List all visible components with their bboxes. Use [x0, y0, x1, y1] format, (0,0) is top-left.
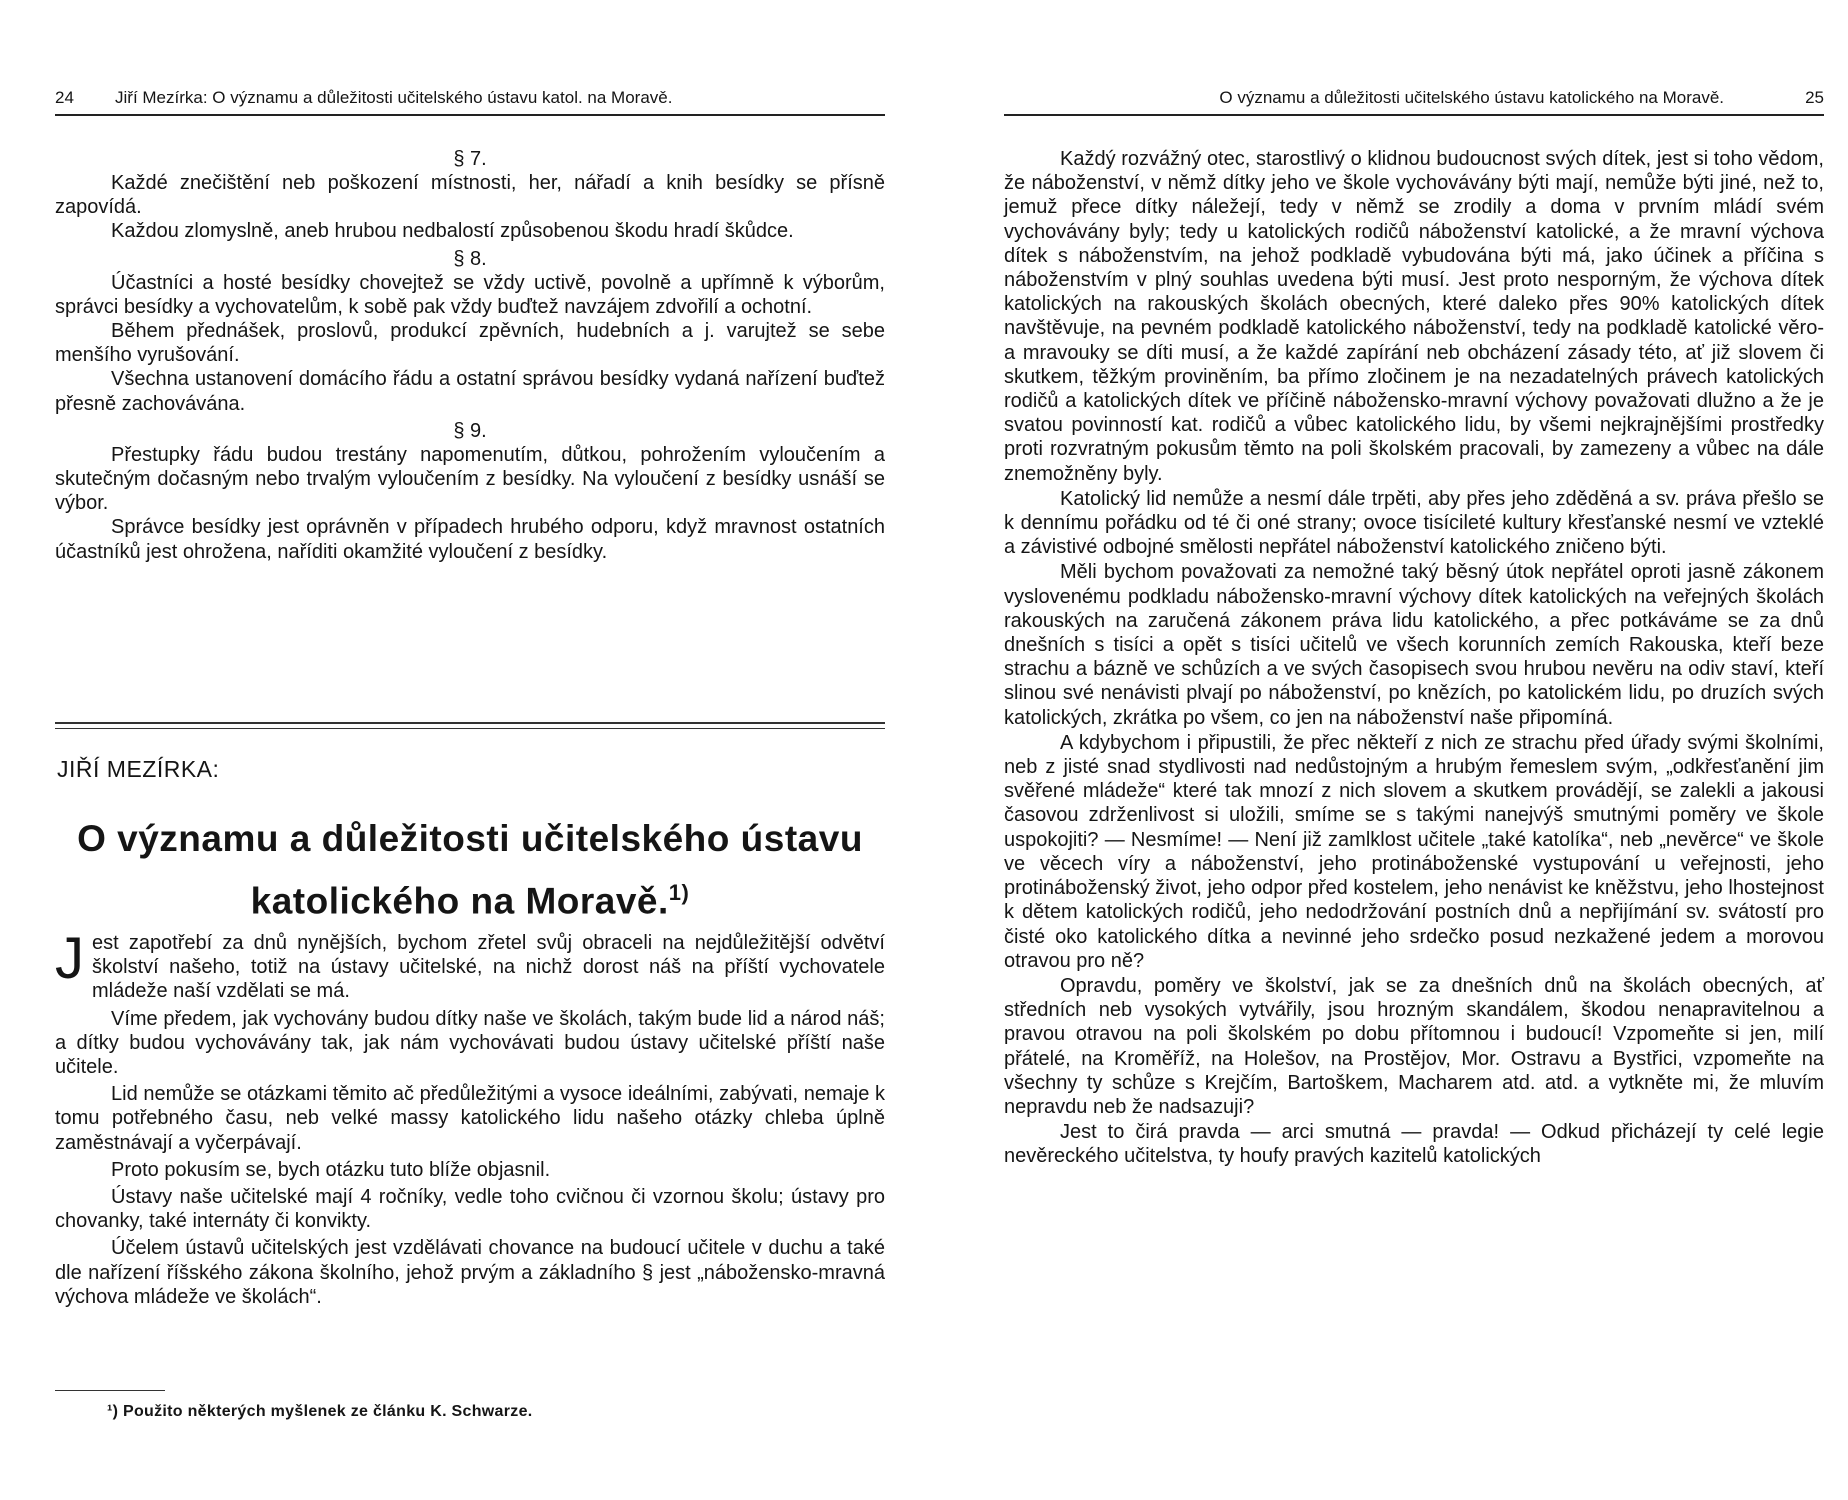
- section-divider: [55, 722, 885, 724]
- paragraph: Víme předem, jak vychovány budou dítky naše ve školách, takým bude lid a národ náš; a dítky budou vychovávány tak, jak nám vychovávati budou ústavy učitelské příští naše učitele.: [55, 1007, 885, 1079]
- footnote-rule: [55, 1390, 165, 1391]
- running-head-right: [1004, 84, 1824, 116]
- right-page: [924, 0, 1848, 1500]
- footnote-mark: 1): [668, 880, 690, 905]
- running-head-left: [55, 84, 885, 116]
- paragraph: Ústavy naše učitelské mají 4 ročníky, vedle toho cvičnou či vzornou školu; ústavy pro chovanky, také internáty či konvikty.: [55, 1186, 885, 1233]
- paragraph: Každý rozvážný otec, starostlivý o klidnou budoucnost svých dítek, jest si toho vědom, že náboženství, v němž dítky jeho ve škole vychovávány býti mají, nemůže býti jiné, než to, jemuž přece dítky náležejí, tedy v němž se zrodily a doma v prvním mládí svém vychovávány byly; tedy u katolických rodičů náboženství katolické, a že mravní výchova dítek s náboženstvím, na jehož podkladě vybudována býti má, jako účinek a příčina s náboženstvím v plný souhlas uvedena býti musí. Jest proto nesporným, že výchova dítek katolických na rakouských školách obecných, které daleko přes 90% katolických dítek navštěvuje, na pevném podkladě katolického náboženství, tedy na podkladě katolické věro- a mravouky se díti musí, a že každé zapírání neb obcházení zásady této, ať již slovem či skutkem, těžkým proviněním, ba přímo zločinem je na nezadatelných právech katolických rodičů a katolických dítek ve příčině nábožensko-mravní výchovy považovati dlužno a že je svatou povinností kat. rodičů a vůbec katolického lidu, by všemi nejkrajnějšími prostředky proti rozvratným pokusům těmto na poli školském pracovali, by zamezeny a vůbec na dále znemožněny byly.: [1004, 148, 1824, 485]
- paragraph: Jest to čirá pravda — arci smutná — pravda! — Odkud přicházejí ty celé legie nevěreckého učitelstva, ty houfy pravých kazitelů katolických: [1004, 1121, 1824, 1168]
- paragraph: Opravdu, poměry ve školství, jak se za dnešních dnů na školách obecných, ať středních neb vysokých vytvářily, jsou hrozným skandálem, škodou nenapravitelnou a pravou otravou na poli školském po dobu přítomnou i budoucí! Vzpomeňte si jen, milí přátelé, na Kroměříž, na Holešov, na Prostějov, Mor. Ostravu a Bystřici, vzpomeňte na všechny ty schůze s Krejčím, Bartoškem, Macharem atd. atd. a vytkněte mi, že mluvím nepravdu neb že nadsazuji?: [1004, 974, 1824, 1118]
- article-body-left: [55, 928, 885, 1309]
- drop-cap: J: [55, 926, 84, 991]
- paragraph: Účelem ústavů učitelských jest vzdělávati chovance na budoucí učitele v duchu a také dle nařízení říšského zákona školního, jehož prvým a základního § jest „nábožensko-mravná výchova mládeže ve školách“.: [55, 1237, 885, 1308]
- first-paragraph-text: est zapotřebí za dnů nynějších, bychom zřetel svůj obraceli na nejdůležitější odvětví školství našeho, totiž na ústavy učitelské, na nichž dorost náš na příští vychovatele mládeže naší vzdělati se má.: [92, 932, 885, 1003]
- section-heading-7: § 7.: [453, 148, 487, 170]
- paragraph: Lid nemůže se otázkami těmito ač předůležitými a vysoce ideálními, zabývati, nemaje k tomu potřebného času, neb velké massy katolického lidu našeho otázky chleba úplně zaměstnávají a vyčerpávají.: [55, 1083, 885, 1154]
- paragraph: Každé znečištění neb poškození místnosti, her, nářadí a knih besídky se přísně zapovídá.: [55, 172, 885, 219]
- section-divider-thin: [55, 728, 885, 729]
- paragraph: Správce besídky jest oprávněn v případech hrubého odporu, když mravnost ostatních účastníků jest ohrožena, naříditi okamžité vyloučení z besídky.: [55, 516, 885, 563]
- paragraph: Všechna ustanovení domácího řádu a ostatní správou besídky vydaná nařízení buďtež přesně zachovávána.: [55, 368, 885, 415]
- running-head-title-left: Jiří Mezírka: O významu a důležitosti učitelského ústavu katol. na Moravě.: [115, 88, 673, 107]
- running-head-title-right: O významu a důležitosti učitelského ústavu katolického na Moravě.: [1219, 88, 1724, 107]
- paragraph: Každou zlomyslně, aneb hrubou nedbalostí způsobenou škodu hradí škůdce.: [111, 220, 794, 243]
- article-title-text: O významu a důležitosti učitelského ústavu katolického na Moravě.: [77, 818, 863, 922]
- footnote: ¹) Použito některých myšlenek ze článku K. Schwarze.: [107, 1403, 533, 1420]
- paragraph: A kdybychom i připustili, že přec někteří z nich ze strachu před úřady svými školními, neb z jisté snad stydlivosti nad nedůstojným a hrubým řemeslem svým, „odkřesťanění jim svěřené mládeže“ které tak mnozí z nich slovem a skutkem provádějí, se zalekli a jakousi časovou zdrženlivost si uložili, smíme se s takými nanejvýš smutnými poměry ve škole uspokojiti? — Nesmíme! — Není již zamlklost učitele „také katolíka“, neb „nevěrce“ ve škole ve věcech víry a náboženství, jeho protináboženské vystupování u veřejnosti, jeho protináboženský život, jeho odpor před kostelem, jeho nenávist ke kněžstvu, jeho lhostejnost k dětem katolických rodičů, jeho nedodržování postních dnů a nepřijímání sv. svátostí pro čisté oko katolického dítka a nevinné jeho srdečko posud nezkažené jedem a morovou otravou pro ně?: [1004, 731, 1824, 972]
- paragraph: Proto pokusím se, bych otázku tuto blíže objasnil.: [111, 1158, 551, 1181]
- article-author: JIŘÍ MEZÍRKA:: [57, 756, 220, 782]
- paragraph: Katolický lid nemůže a nesmí dále trpěti, aby přes jeho zděděná a sv. práva přešlo se k dennímu pořádku od té či oné strany; ovoce tisícileté kultury křesťanské nesmí ve vzteklé a závistivé odbojné smělosti nepřátel náboženství katolického zničeno býti.: [1004, 487, 1824, 559]
- page-number-right: 25: [1805, 88, 1824, 107]
- article-body-right: [1004, 146, 1824, 1169]
- article-title: [55, 812, 885, 928]
- rules-continuation: [55, 144, 885, 564]
- section-heading-9: § 9.: [453, 419, 487, 442]
- first-paragraph: [55, 926, 885, 1004]
- paragraph: Účastníci a hosté besídky chovejtež se vždy uctivě, povolně a upřímně k výborům, správci besídky a vychovatelům, k sobě pak vždy buďtež navzájem zdvořilí a ochotní.: [55, 271, 885, 318]
- paragraph: Přestupky řádu budou trestány napomenutím, důtkou, pohrožením vyloučením a skutečným dočasným nebo trvalým vyloučením z besídky. Na vyloučení z besídky usnáší se výbor.: [55, 443, 885, 515]
- page-number-left: 24: [55, 88, 74, 107]
- section-heading-8: § 8.: [453, 247, 487, 270]
- paragraph: Během přednášek, proslovů, produkcí zpěvních, hudebních a j. varujtež se sebe menšího vyrušování.: [55, 320, 885, 367]
- paragraph: Měli bychom považovati za nemožné taký běsný útok nepřátel oproti jasně zákonem vyslovenému podkladu nábožensko-mravní výchovy dítek katolických na veřejných školách rakouských na zaručená zákonem práva lidu katolického, a přec potkáváme se za dnů dnešních s tisíci a opět s tisíci učitelů ve všech korunních zemích Rakouska, kteří beze strachu a bázně ve schůzích a ve svých časopisech svou hrubou nevěru na odiv staví, kteří slinou své nenávisti plvají po náboženství, po knězích, po katolickém lidu, po druzích svých katolických, zkrátka po všem, co jen na náboženství naše připomíná.: [1004, 561, 1824, 729]
